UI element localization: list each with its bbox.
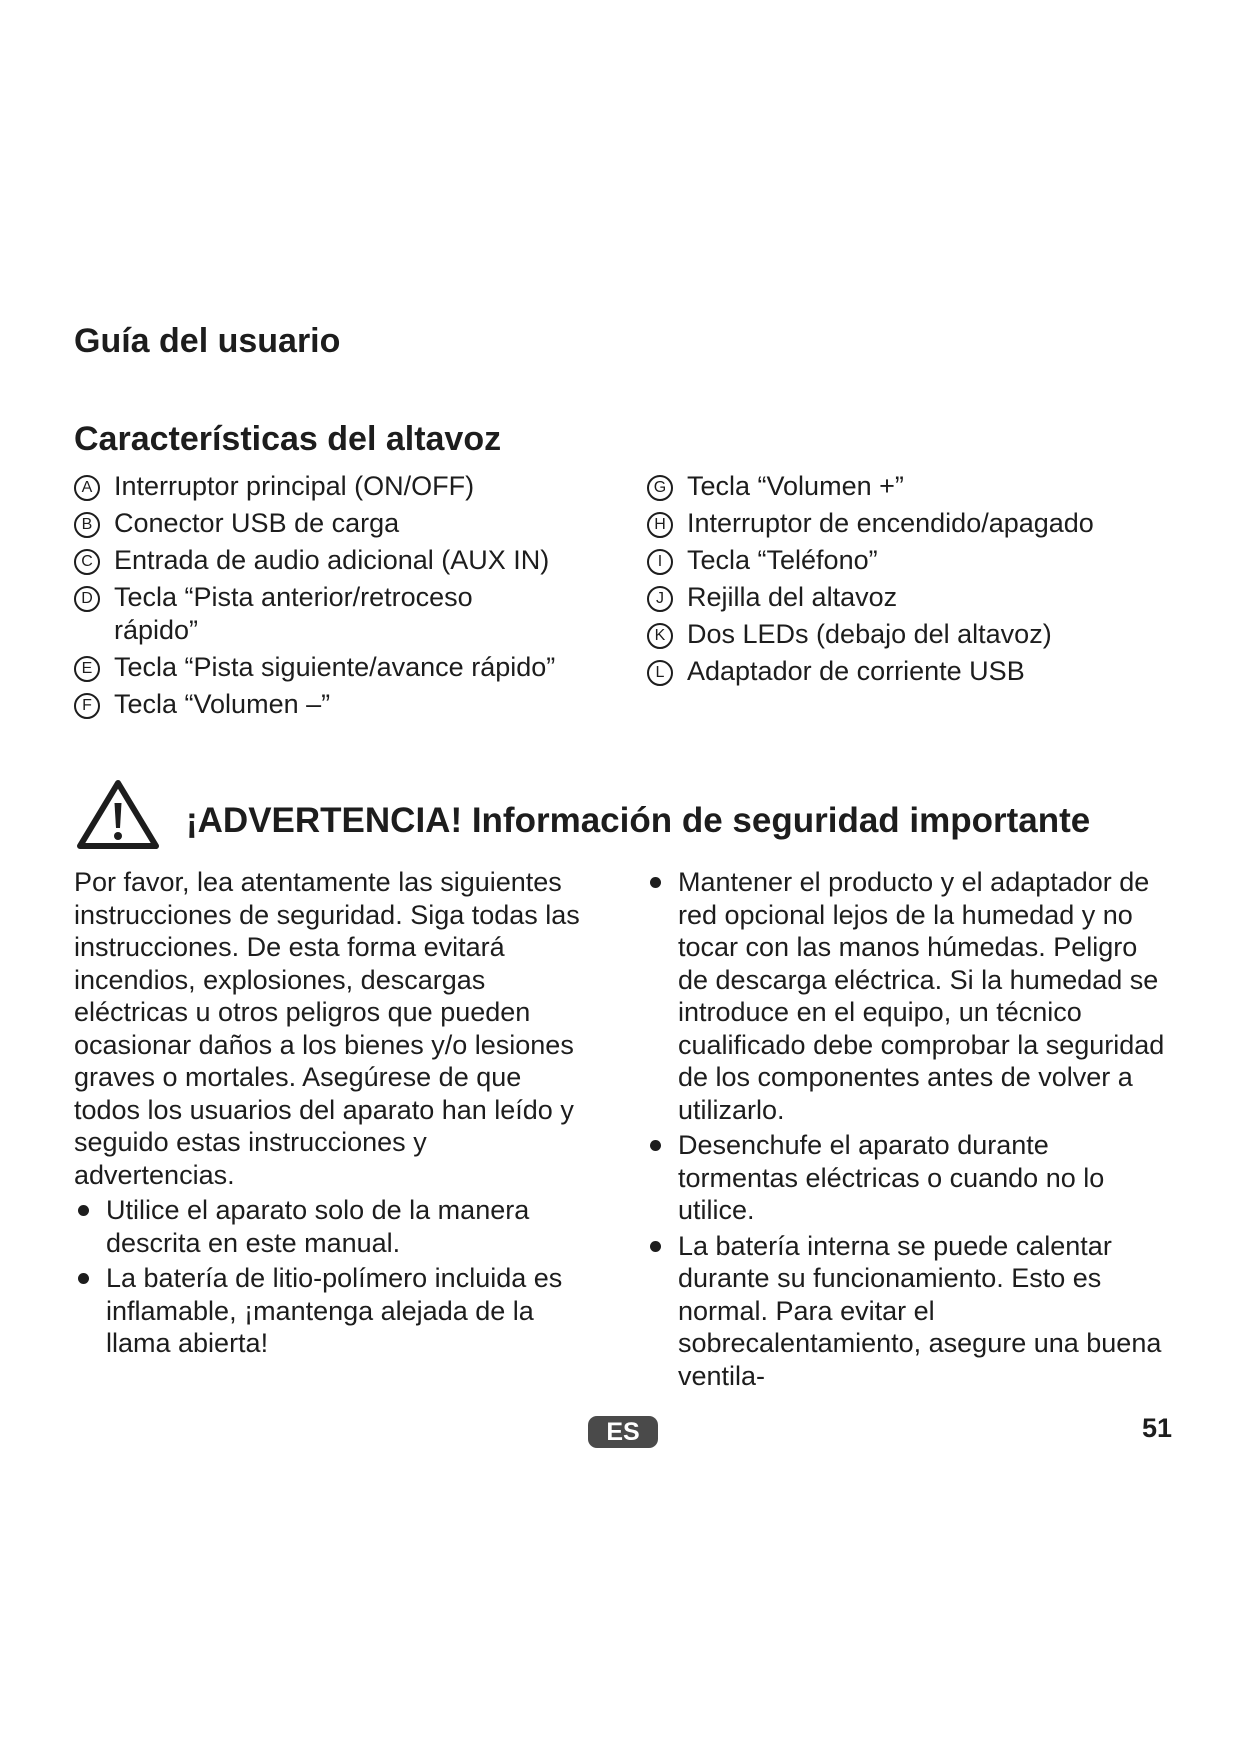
feature-letter-badge: B: [74, 512, 100, 538]
feature-text: Entrada de audio adicional (AUX IN): [114, 545, 550, 575]
feature-item: [647, 507, 1167, 540]
feature-letter-badge: D: [74, 586, 100, 612]
feature-text: Interruptor principal (ON/OFF): [114, 471, 475, 501]
feature-item: [74, 507, 614, 540]
feature-letter-badge: F: [74, 693, 100, 719]
feature-text: Tecla “Teléfono”: [687, 545, 878, 575]
feature-item: [647, 470, 1167, 503]
feature-letter-badge: L: [647, 660, 673, 686]
feature-text: Tecla “Pista anterior/retroceso rápido”: [114, 582, 473, 645]
feature-text: Tecla “Volumen –”: [114, 689, 331, 719]
feature-item: [647, 544, 1167, 577]
feature-letter-badge: C: [74, 549, 100, 575]
features-list-right: [647, 470, 1167, 692]
warning-bullets-right: [646, 866, 1166, 1392]
feature-item: [74, 581, 514, 647]
warning-triangle-icon: [76, 778, 160, 850]
features-title: Características del altavoz: [74, 420, 502, 458]
feature-letter-badge: G: [647, 475, 673, 501]
feature-item: [74, 470, 614, 503]
feature-letter-badge: E: [74, 656, 100, 682]
bullet-text: Utilice el aparato solo de la manera descrita en este manual.: [106, 1195, 530, 1258]
feature-item: [647, 581, 1167, 614]
feature-item: [647, 618, 1167, 651]
list-item: [646, 1129, 1166, 1227]
bullet-icon: [78, 1273, 89, 1284]
bullet-text: Desenchufe el aparato durante tormentas eléctricas o cuando no lo utilice.: [678, 1130, 1105, 1225]
feature-text: Dos LEDs (debajo del altavoz): [687, 619, 1052, 649]
warning-column-left: [74, 866, 594, 1363]
warning-header: [76, 778, 1090, 850]
feature-text: Conector USB de carga: [114, 508, 400, 538]
list-item: [646, 1230, 1166, 1393]
feature-text: Tecla “Pista siguiente/avance rápido”: [114, 652, 556, 682]
feature-letter-badge: J: [647, 586, 673, 612]
feature-item: [74, 688, 614, 721]
feature-letter-badge: A: [74, 475, 100, 501]
list-item: [74, 1262, 594, 1360]
feature-text: Interruptor de encendido/apagado: [687, 508, 1094, 538]
page-title: Guía del usuario: [74, 322, 341, 360]
bullet-icon: [650, 1140, 661, 1151]
feature-letter-badge: I: [647, 549, 673, 575]
bullet-icon: [650, 877, 661, 888]
page-number: 51: [1142, 1413, 1173, 1443]
bullet-text: La batería de litio-polímero incluida es inflamable, ¡mantenga alejada de la llama abierta!: [106, 1263, 563, 1358]
bullet-text: La batería interna se puede calentar durante su funcionamiento. Esto es normal. Para evitar el sobrecalentamiento, asegure una buena ventila-: [678, 1230, 1162, 1391]
feature-text: Rejilla del altavoz: [687, 582, 898, 612]
feature-text: Adaptador de corriente USB: [687, 656, 1025, 686]
feature-item: [74, 544, 614, 577]
warning-bullets-left: [74, 1194, 594, 1360]
feature-item: [74, 651, 614, 684]
feature-text: Tecla “Volumen +”: [687, 471, 904, 501]
feature-item: [647, 655, 1167, 688]
bullet-text: Mantener el producto y el adaptador de red opcional lejos de la humedad y no tocar con las manos húmedas. Peligro de descarga eléctrica. Si la humedad se introduce en el equipo, un técnico cualificado debe comprobar la seguridad de los componentes antes de volver a utilizarlo.: [678, 867, 1165, 1125]
features-list-left: [74, 470, 614, 725]
list-item: [74, 1194, 594, 1259]
warning-column-right: [646, 866, 1166, 1395]
feature-letter-badge: K: [647, 623, 673, 649]
feature-letter-badge: H: [647, 512, 673, 538]
warning-title: ¡ADVERTENCIA! Información de seguridad importante: [186, 801, 1091, 840]
language-badge: ES: [588, 1416, 658, 1448]
warning-intro-paragraph: Por favor, lea atentamente las siguientes instrucciones de seguridad. Siga todas las instrucciones. De esta forma evitará incendios, explosiones, descargas eléctricas u otros peligros que pueden ocasionar daños a los bienes y/o lesiones graves o mortales. Asegúrese de que todos los usuarios del aparato han leído y seguido estas instrucciones y advertencias.: [74, 867, 580, 1190]
bullet-icon: [650, 1241, 661, 1252]
bullet-icon: [78, 1205, 89, 1216]
list-item: [646, 866, 1166, 1126]
